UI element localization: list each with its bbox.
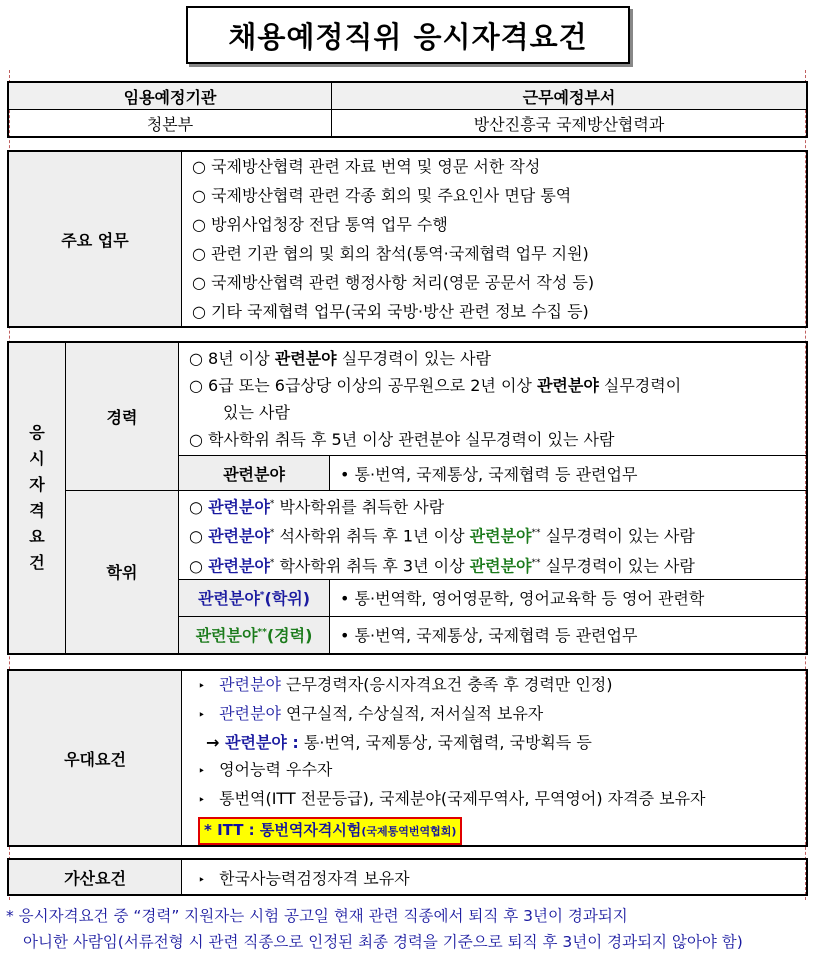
preference-sub-item: → 관련분야 : 통·번역, 국제통상, 국제협력, 국방획득 등 [206, 733, 592, 752]
footnote [6, 903, 811, 955]
preference-table [7, 669, 808, 847]
qualification-label [8, 342, 66, 654]
duty-item: ○ 국제방산협력 관련 행정사항 처리(영문 공문서 작성 등) [192, 273, 595, 292]
qualification-table [7, 341, 808, 655]
duty-item: ○ 기타 국제협력 업무(국외 국방·방산 관련 정보 수집 등) [192, 302, 589, 321]
duties-table [7, 150, 808, 328]
degree-field1-value: • 통·번역학, 영어영문학, 영어교육학 등 영어 관련학 [330, 579, 808, 616]
preference-list [182, 670, 808, 846]
career-item: ○ 8년 이상 관련분야 실무경력이 있는 사람 [189, 349, 491, 368]
degree-label: 학위 [66, 491, 179, 654]
degree-field2-label: 관련분야**(경력) [179, 616, 330, 654]
duties-label: 주요 업무 [8, 151, 182, 327]
preference-item: ‣ 통번역(ITT 전문등급), 국제분야(국제무역사, 무역영어) 자격증 보유자 [198, 789, 706, 808]
career-item-continued: 있는 사람 [223, 403, 290, 422]
duty-item: ○ 방위사업청장 전담 통역 업무 수행 [192, 215, 448, 234]
duty-item: ○ 관련 기관 협의 및 회의 참석(통역·국제협력 업무 지원) [192, 244, 589, 263]
department-header: 근무예정부서 [332, 82, 808, 110]
bonus-value-cell: ‣ 한국사능력검정자격 보유자 [182, 859, 808, 895]
career-item: ○ 학사학위 취득 후 5년 이상 관련분야 실무경력이 있는 사람 [189, 430, 615, 449]
agency-header: 임용예정기관 [8, 82, 332, 110]
department-value: 방산진흥국 국제방산협력과 [332, 110, 808, 138]
career-field-label: 관련분야 [179, 456, 330, 491]
bonus-label: 가산요건 [8, 859, 182, 895]
duty-item: ○ 국제방산협력 관련 각종 회의 및 주요인사 면담 통역 [192, 186, 572, 205]
qualification-label-char: 자 [29, 474, 45, 494]
qualification-label-char: 응 [29, 422, 45, 442]
agency-value: 청본부 [8, 110, 332, 138]
qualification-label-char: 시 [29, 448, 45, 468]
preference-label: 우대요건 [8, 670, 182, 846]
career-list [179, 342, 808, 456]
career-label: 경력 [66, 342, 179, 491]
career-field-value: • 통·번역, 국제통상, 국제협력 등 관련업무 [330, 456, 808, 491]
duty-item: ○ 국제방산협력 관련 자료 번역 및 영문 서한 작성 [192, 157, 541, 176]
footnote-line: 아니한 사람임(서류전형 시 관련 직종으로 인정된 최종 경력을 기준으로 퇴직 후 3년이 경과되지 않아야 함) [23, 933, 743, 951]
degree-item: ○ 관련분야* 석사학위 취득 후 1년 이상 관련분야** 실무경력이 있는 사람 [189, 526, 695, 546]
qualification-label-char: 요 [29, 526, 45, 546]
degree-field2-value: • 통·번역, 국제통상, 국제협력 등 관련업무 [330, 616, 808, 654]
qualification-label-text [9, 420, 65, 576]
page-title: 채용예정직위 응시자격요건 [186, 6, 630, 64]
itt-note: * ITT : 통번역자격시험(국제통역번역협회) [198, 816, 806, 845]
preference-item: ‣ 영어능력 우수자 [198, 760, 333, 779]
degree-field1-label: 관련분야*(학위) [179, 579, 330, 616]
degree-item: ○ 관련분야* 박사학위를 취득한 사람 [189, 497, 445, 517]
degree-list [179, 491, 808, 580]
preference-item: ‣ 관련분야 근무경력자(응시자격요건 충족 후 경력만 인정) [198, 675, 613, 694]
preference-item: ‣ 관련분야 연구실적, 수상실적, 저서실적 보유자 [198, 704, 544, 723]
bonus-value: 한국사능력검정자격 보유자 [219, 868, 410, 888]
agency-table [7, 81, 808, 138]
degree-item: ○ 관련분야* 학사학위 취득 후 3년 이상 관련분야** 실무경력이 있는 사람 [189, 555, 695, 575]
bonus-table [7, 858, 808, 896]
qualification-label-char: 건 [29, 552, 45, 572]
footnote-line: * 응시자격요건 중 “경력” 지원자는 시험 공고일 현재 관련 직종에서 퇴직 후 3년이 경과되지 [6, 907, 628, 925]
qualification-label-char: 격 [29, 500, 45, 520]
duties-list [182, 151, 808, 327]
career-item: ○ 6급 또는 6급상당 이상의 공무원으로 2년 이상 관련분야 실무경력이 [189, 376, 682, 395]
